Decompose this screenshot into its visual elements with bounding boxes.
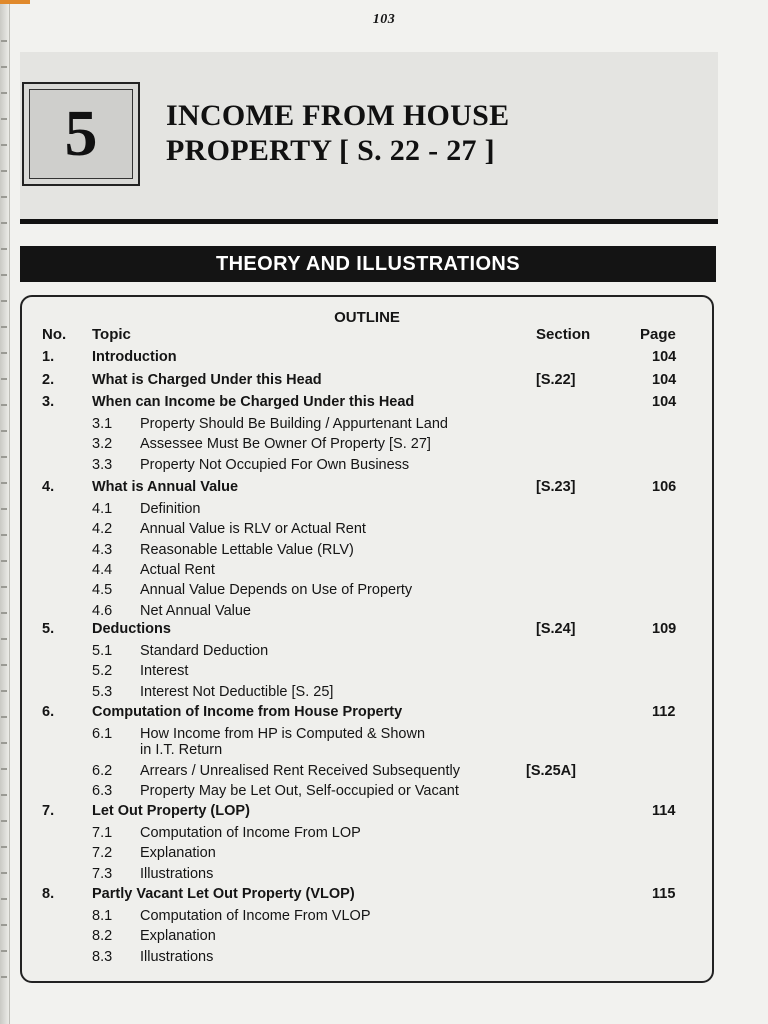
subentry-number: 8.2 (92, 928, 113, 945)
binding-tick (1, 560, 7, 562)
subentry-number: 4.6 (92, 602, 113, 619)
subentry-number: 4.4 (92, 561, 113, 578)
outline-subentry (22, 601, 712, 621)
binding-tick (1, 794, 7, 796)
subentry-text: Property Not Occupied For Own Business (140, 456, 410, 473)
binding-tick (1, 40, 7, 42)
subentry-text: Explanation (140, 928, 216, 945)
chapter-number: 5 (64, 97, 98, 170)
subentry-section: [S.25A] (526, 762, 576, 779)
outline-subentry (22, 864, 712, 884)
outline-subentry (22, 661, 712, 681)
subentry-number: 4.1 (92, 501, 113, 517)
subentry-number: 4.2 (92, 521, 113, 538)
subentry-text: Annual Value is RLV or Actual Rent (140, 521, 366, 538)
subentry-number: 3.3 (92, 456, 113, 473)
binding-tick (1, 66, 7, 68)
binding-tick (1, 872, 7, 874)
header-section: Section (536, 326, 591, 343)
entry-topic: Partly Vacant Let Out Property (VLOP) (92, 886, 355, 902)
outline-subentry (22, 761, 712, 781)
binding-tick (1, 664, 7, 666)
entry-number: 1. (42, 349, 55, 365)
subentry-number: 6.3 (92, 782, 113, 799)
outline-subentry (22, 414, 712, 434)
subentry-text: Illustrations (140, 948, 214, 965)
entry-page: 114 (652, 803, 676, 819)
entry-page: 112 (652, 704, 676, 720)
entry-topic: Introduction (92, 349, 177, 365)
entry-number: 4. (42, 479, 55, 495)
subentry-number: 3.2 (92, 436, 113, 453)
entry-page: 106 (652, 479, 677, 495)
outline-entry (22, 884, 712, 904)
entry-page: 104 (652, 394, 677, 410)
outline-entry (22, 477, 712, 497)
outline-subentry (22, 519, 712, 539)
subentry-number: 5.1 (92, 643, 113, 659)
entry-page: 109 (652, 621, 677, 637)
subentry-number: 4.3 (92, 541, 113, 558)
subentry-number: 4.5 (92, 582, 113, 599)
entry-page: 104 (652, 349, 677, 365)
entry-number: 6. (42, 704, 55, 720)
binding-tick (1, 326, 7, 328)
subentry-text: Reasonable Lettable Value (RLV) (140, 541, 354, 558)
section-heading: THEORY AND ILLUSTRATIONS (215, 252, 521, 275)
outline-subentry (22, 843, 712, 863)
subentry-text: Interest Not Deductible [S. 25] (140, 683, 334, 700)
entry-topic: What is Annual Value (92, 479, 239, 495)
subentry-text: Net Annual Value (140, 602, 251, 619)
outline-subentry (22, 455, 712, 475)
subentry-text: Definition (140, 501, 201, 517)
binding-tick (1, 404, 7, 406)
binding-tick (1, 768, 7, 770)
header-no: No. (42, 326, 67, 343)
outline-title: OUTLINE (334, 309, 400, 326)
subentry-number: 6.1 (92, 726, 113, 742)
binding-tick (1, 950, 7, 952)
subentry-number: 7.1 (92, 825, 113, 841)
binding-tick (1, 638, 7, 640)
binding-tick (1, 430, 7, 432)
outline-entry (22, 347, 712, 367)
outline-entry (22, 702, 712, 722)
subentry-number: 7.3 (92, 865, 113, 882)
entry-topic: What is Charged Under this Head (92, 372, 322, 388)
subentry-number: 6.2 (92, 762, 113, 779)
outline-entry (22, 370, 712, 390)
binding-tick (1, 92, 7, 94)
binding-tick (1, 222, 7, 224)
subentry-text: Standard Deduction (140, 643, 269, 659)
binding-tick (1, 300, 7, 302)
binding-tick (1, 690, 7, 692)
entry-topic: Let Out Property (LOP) (92, 803, 250, 819)
binding-tick (1, 248, 7, 250)
outline-box (20, 295, 714, 983)
page-number: 103 (372, 12, 396, 27)
outline-subentry-continuation (22, 740, 712, 760)
subentry-text: Computation of Income From LOP (140, 825, 361, 841)
outline-subentry (22, 906, 712, 926)
binding-tick (1, 118, 7, 120)
entry-number: 8. (42, 886, 55, 902)
outline-subentry (22, 781, 712, 801)
outline-entry (22, 801, 712, 821)
binding-tick (1, 378, 7, 380)
outline-subentry (22, 947, 712, 967)
subentry-text: Interest (140, 663, 189, 680)
binding-tick (1, 170, 7, 172)
chapter-header (20, 52, 718, 224)
entry-number: 7. (42, 803, 55, 819)
chapter-title (166, 98, 509, 168)
binding-tick (1, 508, 7, 510)
outline-entry (22, 619, 712, 639)
subentry-text: Property May be Let Out, Self-occupied or Vacant (140, 782, 459, 799)
entry-number: 2. (42, 372, 55, 388)
subentry-text-continuation: in I.T. Return (140, 742, 223, 759)
subentry-text: Annual Value Depends on Use of Property (140, 582, 413, 599)
subentry-text: Explanation (140, 845, 216, 862)
chapter-title-line-1: INCOME FROM HOUSE (166, 99, 510, 132)
entry-topic: When can Income be Charged Under this Head (92, 394, 415, 410)
outline-subentry (22, 823, 712, 843)
entry-section: [S.22] (536, 372, 576, 388)
binding-tick (1, 898, 7, 900)
entry-topic: Computation of Income from House Property (92, 704, 403, 720)
outline-subentry (22, 499, 712, 519)
subentry-text: Assessee Must Be Owner Of Property [S. 27] (140, 436, 431, 453)
subentry-text: Arrears / Unrealised Rent Received Subsequently (140, 762, 460, 779)
binding-tick (1, 924, 7, 926)
outline-subentry (22, 580, 712, 600)
entry-topic: Deductions (92, 621, 171, 637)
binding-tick (1, 196, 7, 198)
section-heading-bar (20, 246, 716, 282)
binding-tick (1, 716, 7, 718)
outline-subentry (22, 926, 712, 946)
entry-section: [S.24] (536, 621, 576, 637)
subentry-number: 7.2 (92, 845, 113, 862)
outline-entry (22, 392, 712, 412)
binding-tick (1, 820, 7, 822)
entry-section: [S.23] (536, 479, 576, 495)
outline-subentry (22, 540, 712, 560)
binding-tick (1, 144, 7, 146)
binding-tick (1, 612, 7, 614)
binding-tick (1, 846, 7, 848)
binding-tick (1, 534, 7, 536)
outline-subentry (22, 560, 712, 580)
subentry-text: Illustrations (140, 865, 214, 882)
subentry-number: 8.1 (92, 908, 113, 924)
binding-tick (1, 352, 7, 354)
subentry-number: 3.1 (92, 416, 113, 432)
chapter-title-line-2: PROPERTY [ S. 22 - 27 ] (166, 134, 495, 167)
outline-subentry (22, 641, 712, 661)
entry-page: 104 (652, 372, 677, 388)
header-page: Page (640, 326, 676, 343)
subentry-text: Property Should Be Building / Appurtenant Land (140, 416, 448, 432)
subentry-number: 8.3 (92, 948, 113, 965)
header-topic: Topic (92, 326, 131, 343)
binding-tick (1, 976, 7, 978)
entry-number: 3. (42, 394, 55, 410)
outline-subentry (22, 682, 712, 702)
binding-tick (1, 742, 7, 744)
entry-page: 115 (652, 886, 676, 902)
binding-tick (1, 586, 7, 588)
corner-accent (0, 0, 30, 4)
book-binding-edge (0, 0, 10, 1024)
subentry-number: 5.3 (92, 683, 113, 700)
binding-tick (1, 482, 7, 484)
outline-subentry (22, 434, 712, 454)
binding-tick (1, 456, 7, 458)
entry-number: 5. (42, 621, 55, 637)
subentry-text: How Income from HP is Computed & Shown (140, 726, 426, 742)
subentry-text: Actual Rent (140, 561, 215, 578)
binding-tick (1, 274, 7, 276)
chapter-number-box (22, 82, 140, 186)
subentry-text: Computation of Income From VLOP (140, 908, 371, 924)
subentry-number: 5.2 (92, 663, 113, 680)
